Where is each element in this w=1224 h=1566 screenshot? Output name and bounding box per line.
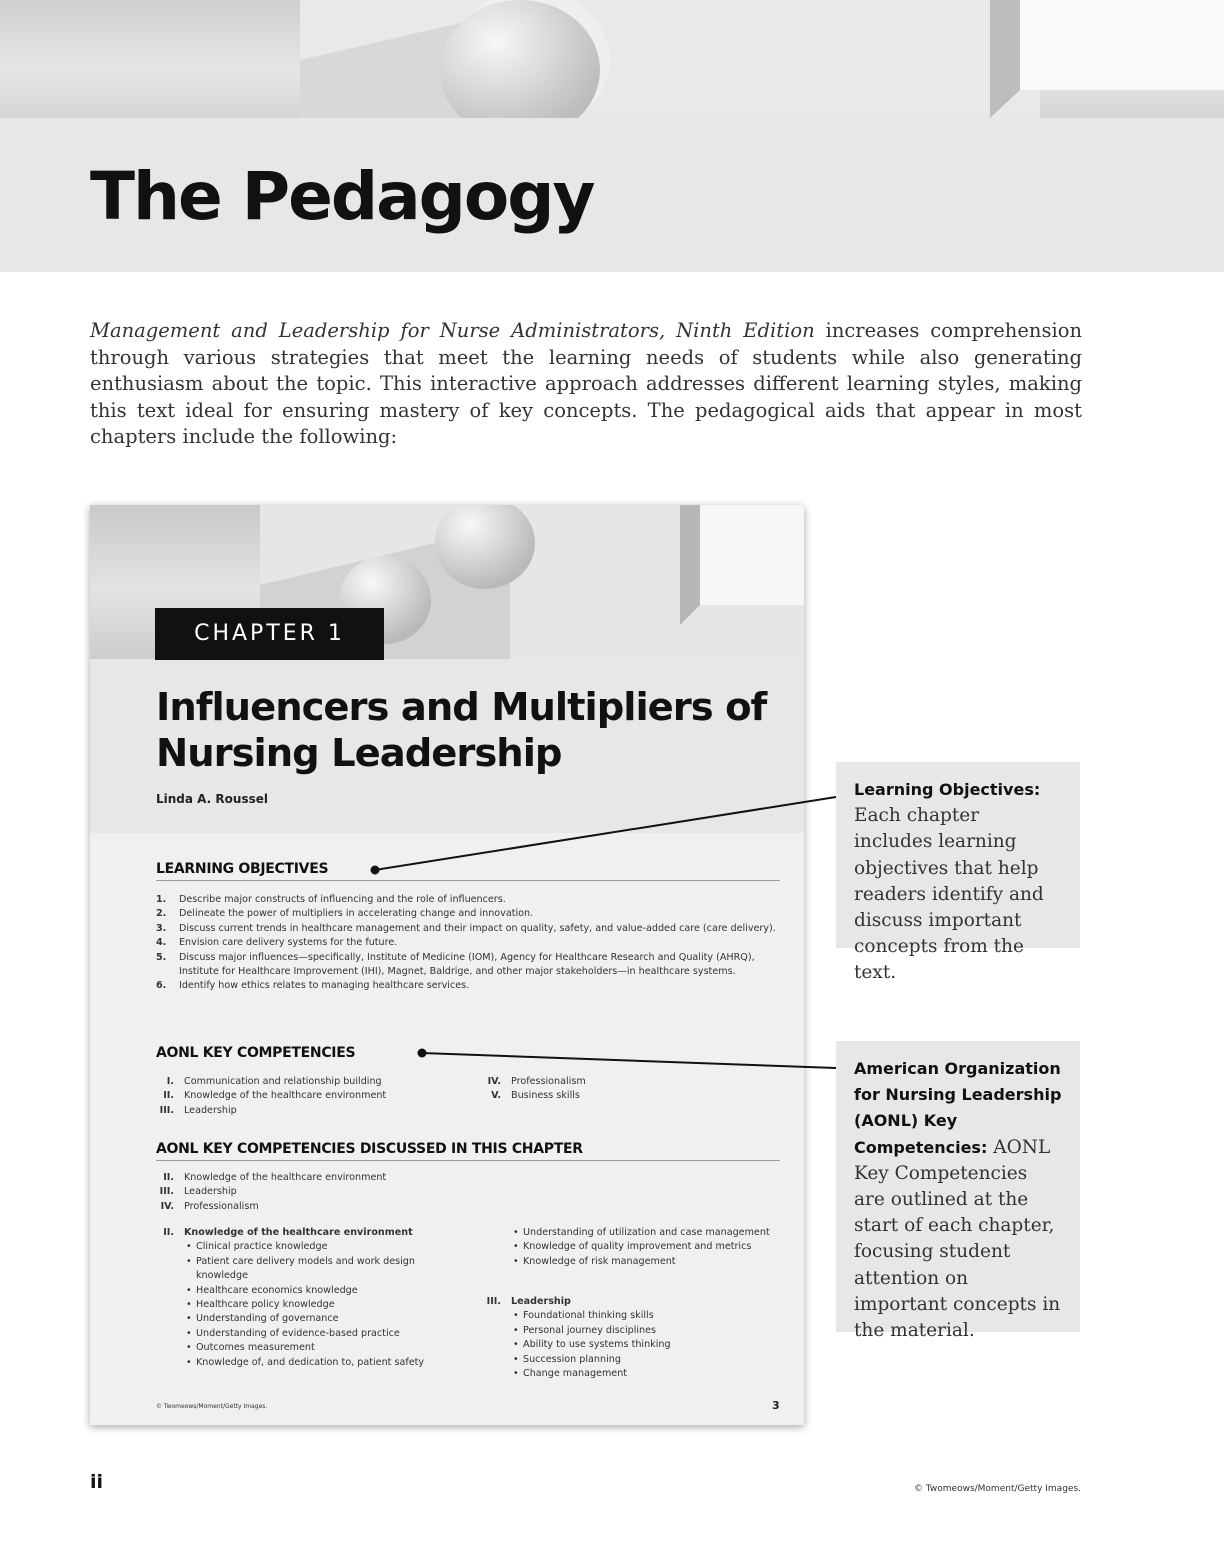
aonl-discussed-heading: AONL KEY COMPETENCIES DISCUSSED IN THIS CHAPTER <box>156 1141 780 1161</box>
aonl-competencies-heading: AONL KEY COMPETENCIES <box>156 1045 356 1061</box>
item-title: Leadership <box>511 1296 571 1307</box>
item-title: Knowledge of the healthcare environment <box>184 1227 413 1238</box>
item-number: IV. <box>487 1076 501 1087</box>
item-text: Professionalism <box>511 1076 586 1087</box>
photo-credit: © Twomeows/Moment/Getty Images. <box>914 1484 1081 1494</box>
discussed-detail-col2-leadership <box>483 1295 783 1381</box>
learning-objectives-callout <box>836 762 1080 984</box>
chapter-author: Linda A. Roussel <box>156 792 268 806</box>
sub-item: • Succession planning <box>523 1353 783 1367</box>
sub-item: • Understanding of utilization and case management <box>523 1226 781 1240</box>
list-item <box>483 1075 783 1089</box>
item-text: Discuss current trends in healthcare management and their impact on quality, safety, and value-added care (care delivery). <box>179 922 776 934</box>
sample-chapter-page <box>90 505 804 1425</box>
sub-item: • Knowledge of, and dedication to, patient safety <box>196 1356 456 1370</box>
sub-item: • Knowledge of quality improvement and metrics <box>523 1240 781 1254</box>
item-text: Communication and relationship building <box>184 1076 382 1087</box>
aonl-discussed-list <box>156 1171 476 1214</box>
list-item <box>156 1075 466 1089</box>
sub-item: • Healthcare policy knowledge <box>196 1298 456 1312</box>
aonl-competencies-left <box>156 1075 466 1118</box>
item-number: III. <box>159 1104 174 1116</box>
list-item <box>156 1185 476 1199</box>
intro-book-title: Management and Leadership for Nurse Administrators, Ninth Edition <box>90 319 815 342</box>
item-number: 2. <box>156 908 167 920</box>
sub-item: • Knowledge of risk management <box>523 1255 781 1269</box>
list-item <box>156 1089 466 1103</box>
page-title: The Pedagogy <box>90 158 594 235</box>
learning-objectives-heading: LEARNING OBJECTIVES <box>156 861 780 881</box>
sub-list <box>184 1240 456 1370</box>
list-item <box>156 1104 466 1118</box>
item-text: Delineate the power of multipliers in accelerating change and innovation. <box>179 908 534 920</box>
list-item <box>156 893 786 907</box>
sub-item: • Understanding of governance <box>196 1312 456 1326</box>
item-text: Leadership <box>184 1104 237 1116</box>
list-item <box>483 1295 783 1381</box>
sub-list <box>511 1309 783 1381</box>
callout-lead: Learning Objectives: <box>854 780 1041 799</box>
item-text: Identify how ethics relates to managing healthcare services. <box>179 980 470 992</box>
item-text: Envision care delivery systems for the future. <box>179 937 398 949</box>
sub-item: • Ability to use systems thinking <box>523 1338 783 1352</box>
discussed-detail-col1 <box>156 1226 456 1370</box>
list-item <box>156 907 786 921</box>
sample-page-number: 3 <box>772 1399 780 1412</box>
list-item <box>156 1200 476 1214</box>
sub-item: • Change management <box>523 1367 783 1381</box>
list-item <box>156 951 786 980</box>
sub-list <box>511 1226 781 1269</box>
list-item <box>483 1089 783 1103</box>
learning-objectives-list <box>156 893 786 994</box>
item-text: Discuss major influences—specifically, Institute of Medicine (IOM), Agency for Healthcare Research and Quality (AHRQ), Institute for Healthcare Improvement (IHI), Magnet, Baldrige, and other major stakeholders—in healthcare systems. <box>179 951 755 978</box>
item-text: Leadership <box>184 1186 237 1198</box>
item-number: III. <box>486 1296 501 1307</box>
item-text: Professionalism <box>184 1200 259 1212</box>
sub-item: • Patient care delivery models and work design knowledge <box>196 1255 456 1284</box>
aonl-callout <box>836 1041 1080 1342</box>
sub-item: • Clinical practice knowledge <box>196 1240 456 1254</box>
list-item <box>156 1226 456 1370</box>
aonl-competencies-right <box>483 1075 783 1104</box>
page-number: ii <box>90 1471 104 1493</box>
sub-item: • Healthcare economics knowledge <box>196 1284 456 1298</box>
item-number: 1. <box>156 894 167 905</box>
callout-text: AONL Key Competencies are outlined at the start of each chapter, focusing student attention on important concepts in the material. <box>854 1136 1061 1342</box>
item-text: Knowledge of the healthcare environment <box>184 1090 387 1102</box>
item-number: 5. <box>156 951 167 963</box>
item-text: Describe major constructs of influencing and the role of influencers. <box>179 894 506 905</box>
intro-text: increases comprehension through various strategies that meet the learning needs of students while also generating enthusiasm about the topic. This interactive approach addresses different learning styles, making this text ideal for ensuring mastery of key concepts. The pedagogical aids that appear in most chapters include the following: <box>90 319 1082 448</box>
item-number: 4. <box>156 937 167 949</box>
callout-lead: American Organization for Nursing Leadership (AONL) Key Competencies: <box>854 1059 1062 1157</box>
item-number: II. <box>163 1090 174 1102</box>
sample-footer-credit: © Twomeows/Moment/Getty Images. <box>156 1403 268 1410</box>
item-number: III. <box>159 1186 174 1198</box>
sub-item: • Understanding of evidence-based practice <box>196 1327 456 1341</box>
chapter-title: Influencers and Multipliers of Nursing Leadership <box>156 685 767 776</box>
header-photo <box>0 0 1224 118</box>
item-number: IV. <box>160 1200 174 1212</box>
item-number: V. <box>491 1090 501 1102</box>
sub-item: • Outcomes measurement <box>196 1341 456 1355</box>
discussed-detail-col2 <box>511 1226 781 1269</box>
header-photo-art <box>0 0 1224 118</box>
list-item <box>156 922 786 936</box>
item-number: II. <box>163 1172 174 1183</box>
sub-item: • Personal journey disciplines <box>523 1324 783 1338</box>
item-number: 3. <box>156 922 167 934</box>
item-text: Knowledge of the healthcare environment <box>184 1172 387 1183</box>
sub-item: • Foundational thinking skills <box>523 1309 783 1323</box>
chapter-label: CHAPTER 1 <box>155 608 384 660</box>
callout-text: Each chapter includes learning objectives that help readers identify and discuss important concepts from the text. <box>854 805 1044 984</box>
list-item <box>156 1171 476 1185</box>
item-number: I. <box>166 1076 174 1087</box>
list-item <box>156 979 786 993</box>
list-item <box>156 936 786 950</box>
item-number: 6. <box>156 980 167 992</box>
item-text: Business skills <box>511 1090 580 1102</box>
item-number: II. <box>163 1227 174 1238</box>
intro-paragraph <box>90 318 1082 451</box>
